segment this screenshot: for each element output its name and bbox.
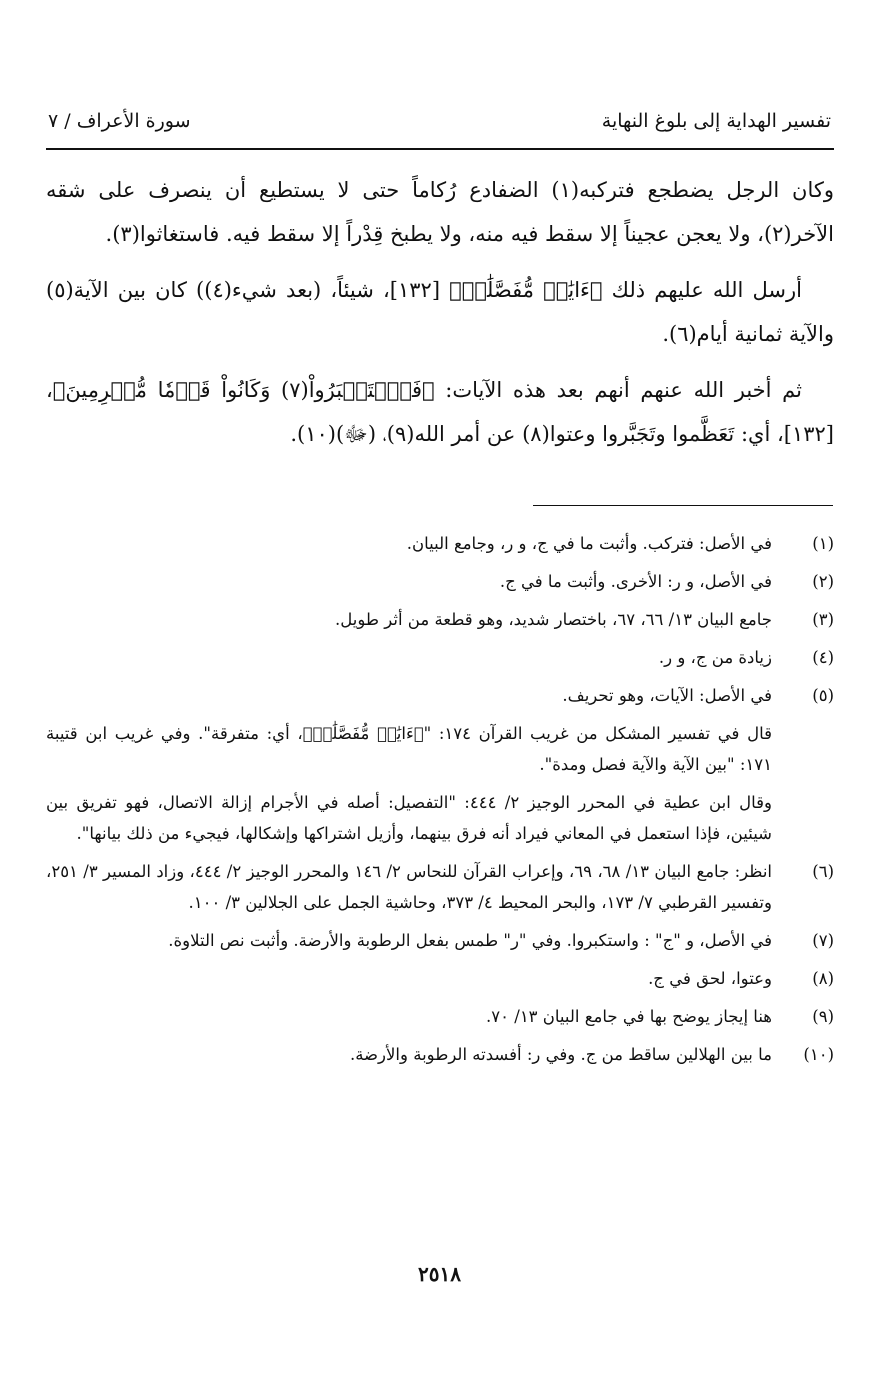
footnote-item: [46, 604, 834, 635]
footnote-number: (٩): [812, 1007, 834, 1026]
footnote-number: (٨): [812, 969, 834, 988]
footnote-number: (٤): [812, 648, 834, 667]
footnote-text: في الأصل، و ر: الأخرى. وأثبت ما في ج.: [499, 572, 772, 591]
body-paragraph-1: وكان الرجل يضطجع فتركبه(١) الضفادع رُكاماً حتى لا يستطيع أن ينصرف على شقه الآخر(٢)، ولا يعجن عجيناً إلا سقط فيه منه، ولا يطبخ قِدْراً إلا سقط فيه. فاستغاثوا(٣).: [46, 178, 834, 246]
running-header-book-title: تفسير الهداية إلى بلوغ النهاية: [601, 110, 831, 132]
footnote-text: في الأصل، و "ج" : واستكبروا. وفي "ر" طمس بفعل الرطوبة والأرضة. وأثبت نص التلاوة.: [168, 931, 772, 950]
footnote-item: [46, 642, 834, 673]
footnote-item: [46, 925, 834, 956]
footnote-number: (٧): [812, 931, 834, 950]
main-text: [46, 168, 834, 468]
footnote-item: [46, 528, 834, 559]
footnote-continuation: وقال ابن عطية في المحرر الوجيز ٢/ ٤٤٤: "التفصيل: أصله في الأجرام إزالة الاتصال، فهو تفريق بين شيئين، فإذا استعمل في المعاني فيراد أنه فرق بينهما، وأزيل اشتراكها وإشكالها، فيجيء من ذلك بيانها".: [46, 793, 772, 843]
body-paragraph-3: ثم أخبر الله عنهم أنهم بعد هذه الآيات: ﴿فَٱسۡتَكۡبَرُواْ(٧) وَكَانُواْ قَوۡمٗا مُّجۡرِمِينَ﴾، [١٣٢]، أي: تَعَظَّموا وتَجَبَّروا وعتوا(٨) عن أمر الله(٩)، (ﷻ)(١٠).: [46, 378, 834, 446]
footnotes-section: [46, 528, 834, 1077]
footnote-text: هنا إيجاز يوضح بها في جامع البيان ١٣/ ٧٠.: [486, 1007, 772, 1026]
footnote-number: (١): [812, 534, 834, 553]
footnote-number: (٦): [812, 862, 834, 881]
footnote-divider: [533, 505, 833, 506]
footnote-text: ما بين الهلالين ساقط من ج. وفي ر: أفسدته الرطوبة والأرضة.: [349, 1045, 772, 1064]
footnote-number: (٥): [812, 686, 834, 705]
page-number: ٢٥١٨: [418, 1262, 461, 1286]
footnote-text: وعتوا، لحق في ج.: [648, 969, 772, 988]
footnote-item: [46, 856, 834, 918]
footnote-item: [46, 963, 834, 994]
footnote-number: (٢): [812, 572, 834, 591]
footnote-item: [46, 566, 834, 597]
header-divider: [46, 148, 834, 150]
footnote-text: زيادة من ج، و ر.: [658, 648, 772, 667]
footnote-continuation: قال في تفسير المشكل من غريب القرآن ١٧٤: "﴿ءَايَٰتٖ مُّفَصَّلَٰتٖ﴾، أي: متفرقة". وفي غريب ابن قتيبة ١٧١: "بين الآية والآية فصل ومدة".: [46, 724, 772, 774]
footnote-number: (١٠): [803, 1045, 834, 1064]
footnote-text: في الأصل: الآيات، وهو تحريف.: [562, 686, 772, 705]
footnote-item: [46, 680, 834, 711]
footnote-text: جامع البيان ١٣/ ٦٦، ٦٧، باختصار شديد، وهو قطعة من أثر طويل.: [335, 610, 772, 629]
footnote-item: [46, 1001, 834, 1032]
footnote-text: في الأصل: فتركب. وأثبت ما في ج، و ر، وجامع البيان.: [406, 534, 772, 553]
running-header-surah: سورة الأعراف / ٧: [48, 110, 191, 132]
body-paragraph-2: أرسل الله عليهم ذلك ﴿ءَايَٰتٖ مُّفَصَّلَٰتٖ﴾ [١٣٢]، شيئاً، (بعد شيء(٤)) كان بين الآية(٥) والآية ثمانية أيام(٦).: [46, 278, 834, 346]
footnote-text: انظر: جامع البيان ١٣/ ٦٨، ٦٩، وإعراب القرآن للنحاس ٢/ ١٤٦ والمحرر الوجيز ٢/ ٤٤٤، وزاد المسير ٣/ ٢٥١، وتفسير القرطبي ٧/ ١٧٣، والبحر المحيط ٤/ ٣٧٣، وحاشية الجمل على الجلالين ٣/ ١٠٠.: [46, 862, 772, 912]
footnote-item: [46, 1039, 834, 1070]
footnote-number: (٣): [812, 610, 834, 629]
